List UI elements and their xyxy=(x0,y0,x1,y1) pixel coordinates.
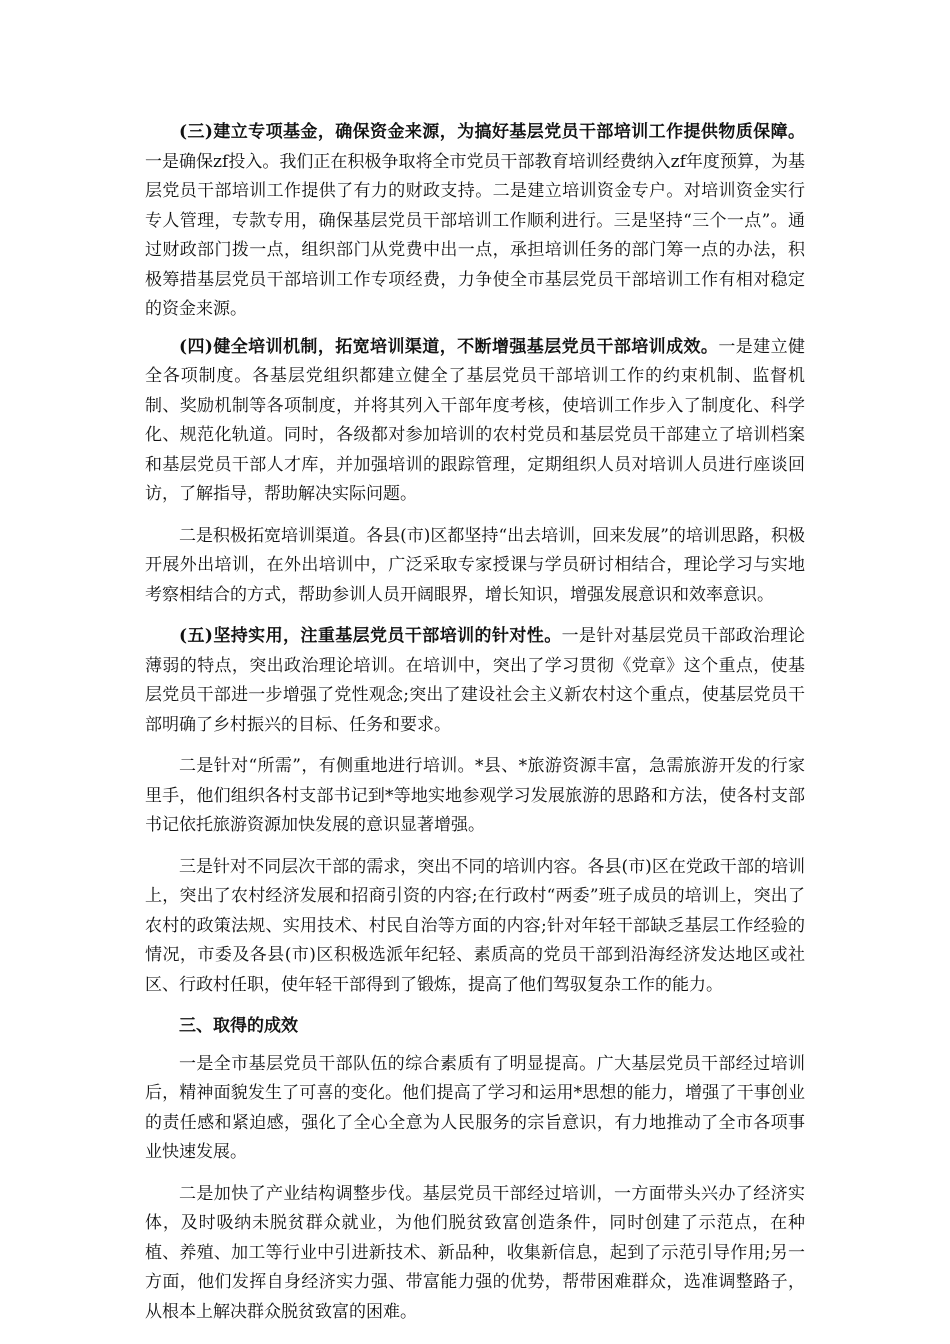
paragraph-text: 一是建立健全各项制度。各基层党组织都建立健全了基层党员干部培训工作的约束机制、监督机制、奖励机制等各项制度，并将其列入干部年度考核，使培训工作步入了制度化、科学化、规范化轨道。同时，各级都对参加培训的农村党员和基层党员干部建立了培训档案和基层党员干部人才库，并加强培训的跟踪管理，定期组织人员对培训人员进行座谈回访，了解指导，帮助解决实际问题。 xyxy=(145,336,805,504)
document-page xyxy=(145,118,805,1335)
paragraph-result-quality xyxy=(145,1050,805,1168)
paragraph-practical-focus xyxy=(145,622,805,740)
paragraph-result-industry xyxy=(145,1180,805,1328)
paragraph-training-mechanism xyxy=(145,333,805,510)
paragraph-lead: (四)健全培训机制，拓宽培训渠道，不断增强基层党员干部培训成效。 xyxy=(179,336,719,357)
paragraph-text: 二是积极拓宽培训渠道。各县(市)区都坚持“出去培训，回来发展”的培训思路，积极开展外出培训，在外出培训中，广泛采取专家授课与学员研讨相结合，理论学习与实地考察相结合的方式，帮助参训人员开阔眼界，增长知识，增强发展意识和效率意识。 xyxy=(145,525,805,605)
paragraph-lead: (三)建立专项基金，确保资金来源，为搞好基层党员干部培训工作提供物质保障。 xyxy=(179,122,805,142)
paragraph-special-fund xyxy=(145,118,805,325)
paragraph-text: 一是确保zf投入。我们正在积极争取将全市党员干部教育培训经费纳入zf年度预算，为基层党员干部培训工作提供了有力的财政支持。二是建立培训资金专户。对培训资金实行专人管理，专款专用，确保基层党员干部培训工作顺利进行。三是坚持“三个一点”。通过财政部门拨一点，组织部门从党费中出一点，承担培训任务的部门筹一点的办法，积极筹措基层党员干部培训工作专项经费，力争使全市基层党员干部培训工作有相对稳定的资金来源。 xyxy=(145,151,805,319)
section-heading-results: 三、取得的成效 xyxy=(179,1016,298,1036)
paragraph-text: 一是针对基层党员干部政治理论薄弱的特点，突出政治理论培训。在培训中，突出了学习贯彻《党章》这个重点，使基层党员干部进一步增强了党性观念;突出了建设社会主义新农村这个重点，使基层党员干部明确了乡村振兴的目标、任务和要求。 xyxy=(145,626,805,735)
paragraph-text: 一是全市基层党员干部队伍的综合素质有了明显提高。广大基层党员干部经过培训后，精神面貌发生了可喜的变化。他们提高了学习和运用*思想的能力，增强了干事创业的责任感和紧迫感，强化了全心全意为人民服务的宗旨意识，有力地推动了全市各项事业快速发展。 xyxy=(145,1053,805,1162)
paragraph-text: 二是加快了产业结构调整步伐。基层党员干部经过培训，一方面带头兴办了经济实体，及时吸纳未脱贫群众就业，为他们脱贫致富创造条件，同时创建了示范点，在种植、养殖、加工等行业中引进新技术、新品种，收集新信息，起到了示范引导作用;另一方面，他们发挥自身经济实力强、带富能力强的优势，帮带困难群众，选准调整路子，从根本上解决群众脱贫致富的困难。 xyxy=(145,1183,805,1322)
paragraph-targeted-needs xyxy=(145,752,805,841)
paragraph-lead: (五)坚持实用，注重基层党员干部培训的针对性。 xyxy=(179,626,562,646)
paragraph-text: 二是针对“所需”，有侧重地进行培训。*县、*旅游资源丰富，急需旅游开发的行家里手，他们组织各村支部书记到*等地实地参观学习发展旅游的思路和方法，使各村支部书记依托旅游资源加快发展的意识显著增强。 xyxy=(145,756,805,835)
paragraph-different-levels xyxy=(145,853,805,1001)
paragraph-text: 三是针对不同层次干部的需求，突出不同的培训内容。各县(市)区在党政干部的培训上，突出了农村经济发展和招商引资的内容;在行政村“两委”班子成员的培训上，突出了农村的政策法规、实用技术、村民自治等方面的内容;针对年轻干部缺乏基层工作经验的情况，市委及各县(市)区积极选派年纪轻、素质高的党员干部到沿海经济发达地区或社区、行政村任职，使年轻干部得到了锻炼，提高了他们驾驭复杂工作的能力。 xyxy=(145,856,805,995)
paragraph-training-channels xyxy=(145,522,805,611)
